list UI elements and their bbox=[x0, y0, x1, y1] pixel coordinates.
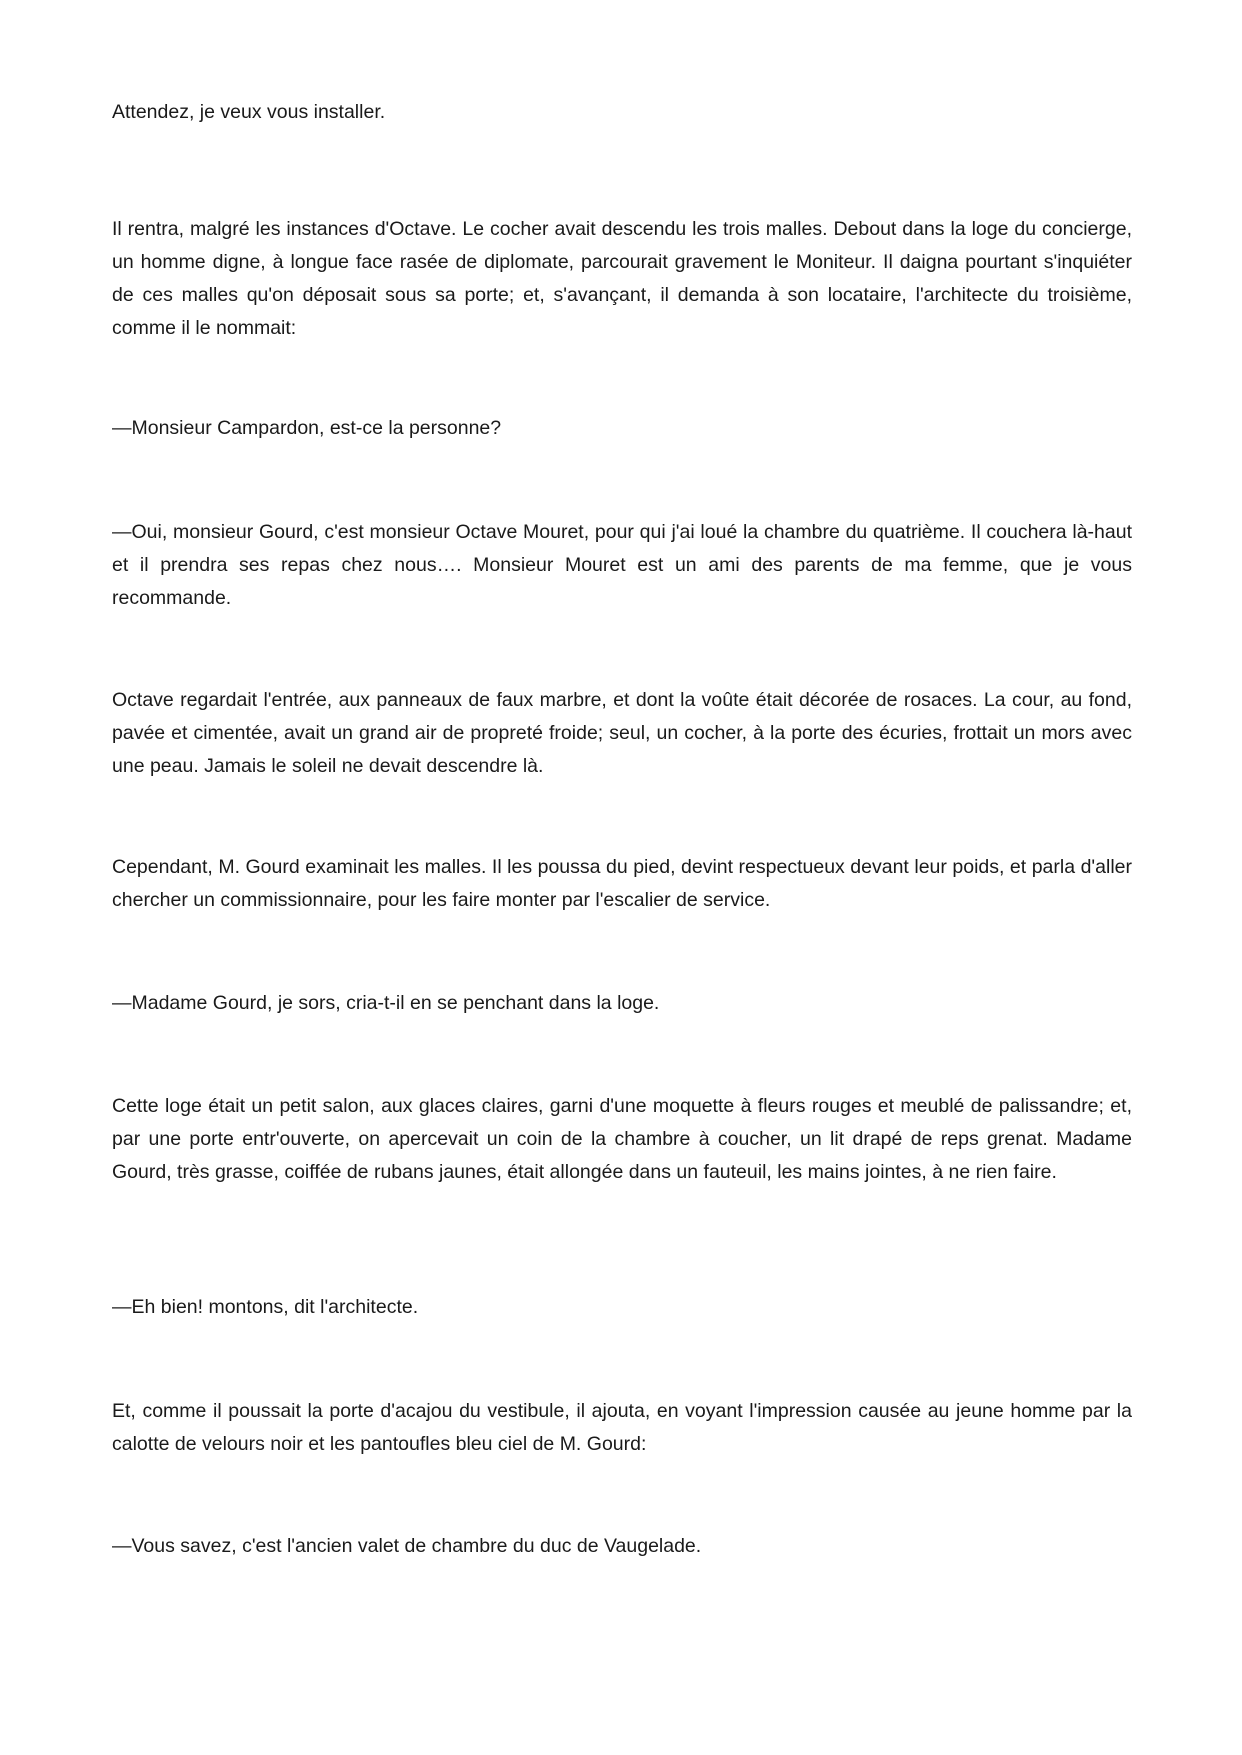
paragraph-8: Cette loge était un petit salon, aux glaces claires, garni d'une moquette à fleurs rouges et meublé de palissandre; et, par une porte entr'ouverte, on apercevait un coin de la chambre à coucher, un lit drapé de reps grenat. Madame Gourd, très grasse, coiffée de rubans jaunes, était allongée dans un fauteuil, les mains jointes, à ne rien faire. bbox=[112, 1095, 1132, 1183]
paragraph-9: —Eh bien! montons, dit l'architecte. bbox=[112, 1296, 419, 1318]
paragraph-11: —Vous savez, c'est l'ancien valet de chambre du duc de Vaugelade. bbox=[112, 1535, 702, 1557]
paragraph-1: Attendez, je veux vous installer. bbox=[112, 101, 386, 123]
paragraph-2: Il rentra, malgré les instances d'Octave. Le cocher avait descendu les trois malles. Debout dans la loge du concierge, un homme digne, à longue face rasée de diplomate, parcourait gravement le Moniteur. Il daigna pourtant s'inquiéter de ces malles qu'on déposait sous sa porte; et, s'avançant, il demanda à son locataire, l'architecte du troisième, comme il le nommait: bbox=[112, 218, 1132, 339]
paragraph-5: Octave regardait l'entrée, aux panneaux de faux marbre, et dont la voûte était décorée de rosaces. La cour, au fond, pavée et cimentée, avait un grand air de propreté froide; seul, un cocher, à la porte des écuries, frottait un mors avec une peau. Jamais le soleil ne devait descendre là. bbox=[112, 689, 1132, 777]
paragraph-7: —Madame Gourd, je sors, cria-t-il en se penchant dans la loge. bbox=[112, 992, 660, 1014]
paragraph-3: —Monsieur Campardon, est-ce la personne? bbox=[112, 417, 502, 439]
paragraph-4: —Oui, monsieur Gourd, c'est monsieur Octave Mouret, pour qui j'ai loué la chambre du quatrième. Il couchera là-haut et il prendra ses repas chez nous…. Monsieur Mouret est un ami des parents de ma femme, que je vous recommande. bbox=[112, 521, 1132, 609]
paragraph-6: Cependant, M. Gourd examinait les malles. Il les poussa du pied, devint respectueux devant leur poids, et parla d'aller chercher un commissionnaire, pour les faire monter par l'escalier de service. bbox=[112, 856, 1132, 911]
paragraph-10: Et, comme il poussait la porte d'acajou du vestibule, il ajouta, en voyant l'impression causée au jeune homme par la calotte de velours noir et les pantoufles bleu ciel de M. Gourd: bbox=[112, 1400, 1132, 1455]
